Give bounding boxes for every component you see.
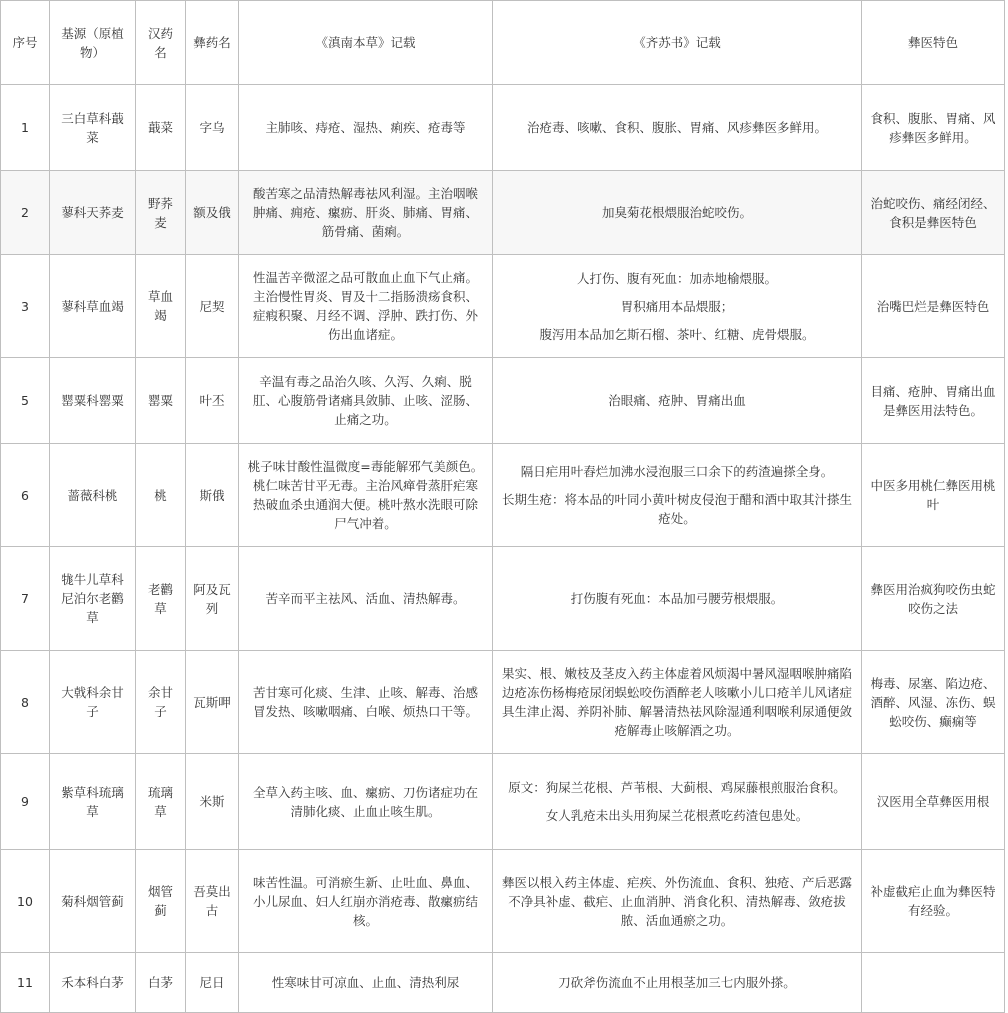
cell-han: 蕺菜 <box>136 85 186 171</box>
cell-han: 琉璃草 <box>136 754 186 850</box>
cell-no: 3 <box>1 255 50 358</box>
cell-han: 罂粟 <box>136 358 186 444</box>
table-row <box>1 85 1005 171</box>
cell-qisu <box>493 358 862 444</box>
cell-source: 菊科烟管蓟 <box>50 850 136 953</box>
cell-yi: 尼日 <box>186 953 239 1013</box>
qisu-paragraph: 隔日疟用叶舂烂加沸水浸泡服三口余下的药渣遍搽全身。 <box>520 464 834 479</box>
cell-qisu <box>493 171 862 255</box>
table-row <box>1 171 1005 255</box>
cell-source: 三白草科蕺菜 <box>50 85 136 171</box>
cell-feature: 汉医用全草彝医用根 <box>862 754 1005 850</box>
cell-diannan: 苦甘寒可化痰、生津、止咳、解毒、治感冒发热、咳嗽咽痛、白喉、烦热口干等。 <box>239 651 493 754</box>
qisu-paragraph: 胃积痛用本品煨服； <box>620 298 734 314</box>
qisu-paragraph: 治眼痛、疮肿、胃痛出血 <box>608 393 746 408</box>
cell-han: 草血竭 <box>136 255 186 358</box>
cell-diannan: 性温苦辛微涩之品可散血止血下气止痛。主治慢性胃炎、胃及十二指肠溃疡食积、症瘕积聚、月经不调、浮肿、跌打伤、外伤出血诸症。 <box>239 255 493 358</box>
cell-no: 6 <box>1 444 50 547</box>
table-row <box>1 850 1005 953</box>
cell-diannan: 性寒味甘可凉血、止血、清热利尿 <box>239 953 493 1013</box>
qisu-paragraph: 人打伤、腹有死血：加赤地榆煨服。 <box>576 270 777 286</box>
cell-diannan: 辛温有毒之品治久咳、久泻、久痢、脱肛、心腹筋骨诸痛具敛肺、止咳、涩肠、止痛之功。 <box>239 358 493 444</box>
table-row <box>1 358 1005 444</box>
qisu-paragraph: 刀砍斧伤流血不止用根茎加三七内服外搽。 <box>558 975 796 990</box>
cell-qisu <box>493 953 862 1013</box>
cell-feature: 目痛、疮肿、胃痛出血是彝医用法特色。 <box>862 358 1005 444</box>
table-row <box>1 754 1005 850</box>
cell-source: 禾本科白茅 <box>50 953 136 1013</box>
cell-no: 10 <box>1 850 50 953</box>
cell-diannan: 味苦性温。可消瘀生新、止吐血、鼻血、小儿尿血、妇人红崩亦消疮毒、散瘰疬结核。 <box>239 850 493 953</box>
table-row <box>1 651 1005 754</box>
qisu-paragraph: 治疮毒、咳嗽、食积、腹胀、胃痛、风疹彝医多鲜用。 <box>526 120 827 135</box>
header-cell-no: 序号 <box>1 1 50 85</box>
cell-source: 蓼科草血竭 <box>50 255 136 358</box>
header-cell-han: 汉药名 <box>136 1 186 85</box>
table-row <box>1 547 1005 651</box>
cell-yi: 字乌 <box>186 85 239 171</box>
cell-han: 野荞麦 <box>136 171 186 255</box>
cell-diannan: 苦辛而平主祛风、活血、清热解毒。 <box>239 547 493 651</box>
cell-source: 蔷薇科桃 <box>50 444 136 547</box>
cell-feature: 食积、腹胀、胃痛、风疹彝医多鲜用。 <box>862 85 1005 171</box>
cell-no: 2 <box>1 171 50 255</box>
header-row <box>1 1 1005 85</box>
cell-source: 大戟科余甘子 <box>50 651 136 754</box>
qisu-paragraph: 原文：狗屎兰花根、芦苇根、大蓟根、鸡屎藤根煎服治食积。 <box>508 780 846 795</box>
cell-diannan: 桃子味甘酸性温微度=毒能解邪气美颜色。桃仁味苦甘平无毒。主治风瘅骨蒸肝疟寒热破血杀虫通润大便。桃叶熬水洗眼可除尸气冲着。 <box>239 444 493 547</box>
header-cell-diannan: 《滇南本草》记载 <box>239 1 493 85</box>
cell-qisu <box>493 754 862 850</box>
cell-qisu <box>493 444 862 547</box>
table-row <box>1 444 1005 547</box>
cell-source: 牻牛儿草科尼泊尔老鹳草 <box>50 547 136 651</box>
cell-source: 紫草科琉璃草 <box>50 754 136 850</box>
cell-qisu <box>493 850 862 953</box>
header-cell-qisu: 《齐苏书》记载 <box>493 1 862 85</box>
cell-feature: 彝医用治疯狗咬伤虫蛇咬伤之法 <box>862 547 1005 651</box>
cell-feature: 中医多用桃仁彝医用桃叶 <box>862 444 1005 547</box>
cell-no: 8 <box>1 651 50 754</box>
cell-qisu <box>493 547 862 651</box>
cell-feature: 治蛇咬伤、痛经闭经、食积是彝医特色 <box>862 171 1005 255</box>
cell-yi: 叶丕 <box>186 358 239 444</box>
cell-qisu <box>493 651 862 754</box>
cell-han: 烟管蓟 <box>136 850 186 953</box>
cell-diannan: 主肺咳、痔疮、湿热、痢疾、疮毒等 <box>239 85 493 171</box>
cell-feature: 梅毒、尿塞、陷边疮、酒醉、风湿、冻伤、蜈蚣咬伤、癫痫等 <box>862 651 1005 754</box>
cell-qisu <box>493 255 862 358</box>
cell-feature: 治嘴巴烂是彝医特色 <box>862 255 1005 358</box>
cell-yi: 额及俄 <box>186 171 239 255</box>
qisu-paragraph: 长期生疮：将本品的叶同小黄叶树皮侵泡于醋和酒中取其汁搽生疮处。 <box>501 492 852 526</box>
qisu-paragraph: 彝医以根入药主体虚、疟疾、外伤流血、食积、独疮、产后恶露不净具补虚、截疟、止血消肿、消食化积、清热解毒、敛疮拔脓、活血通瘀之功。 <box>501 874 852 928</box>
qisu-paragraph: 加臭菊花根煨服治蛇咬伤。 <box>601 205 752 220</box>
header-cell-feature: 彝医特色 <box>862 1 1005 85</box>
cell-no: 7 <box>1 547 50 651</box>
header-cell-yi: 彝药名 <box>186 1 239 85</box>
cell-han: 桃 <box>136 444 186 547</box>
cell-yi: 尼契 <box>186 255 239 358</box>
cell-han: 白茅 <box>136 953 186 1013</box>
table-row <box>1 255 1005 358</box>
cell-source: 蓼科天荞麦 <box>50 171 136 255</box>
cell-qisu <box>493 85 862 171</box>
cell-yi: 阿及瓦列 <box>186 547 239 651</box>
cell-feature <box>862 953 1005 1013</box>
cell-han: 余甘子 <box>136 651 186 754</box>
cell-yi: 米斯 <box>186 754 239 850</box>
cell-no: 9 <box>1 754 50 850</box>
cell-diannan: 全草入药主咳、血、瘰疬、刀伤诸症功在清肺化痰、止血止咳生肌。 <box>239 754 493 850</box>
cell-yi: 吾莫出古 <box>186 850 239 953</box>
cell-source: 罂粟科罂粟 <box>50 358 136 444</box>
cell-no: 1 <box>1 85 50 171</box>
cell-yi: 斯俄 <box>186 444 239 547</box>
qisu-paragraph: 女人乳疮未出头用狗屎兰花根煮吃药渣包患处。 <box>545 808 809 823</box>
cell-yi: 瓦斯呷 <box>186 651 239 754</box>
header-cell-source: 基源（原植物） <box>50 1 136 85</box>
cell-diannan: 酸苦寒之品清热解毒祛风利湿。主治咽喉肿痛、痈疮、瘰疬、肝炎、肺痛、胃痛、筋骨痛、菌痢。 <box>239 171 493 255</box>
cell-no: 5 <box>1 358 50 444</box>
qisu-paragraph: 果实、根、嫩枝及茎皮入药主体虚着风烦渴中暑风湿咽喉肿痛陷边疮冻伤杨梅疮尿闭蜈蚣咬伤酒醉老人咳嗽小儿口疮羊儿风诸症具生津止渴、养阴补肺、解暑清热祛风除湿通利咽喉利尿通便敛疮解毒止咳解酒之功。 <box>501 666 852 738</box>
cell-feature: 补虚截疟止血为彝医特有经验。 <box>862 850 1005 953</box>
cell-han: 老鹳草 <box>136 547 186 651</box>
cell-no: 11 <box>1 953 50 1013</box>
qisu-paragraph: 腹泻用本品加乞斯石榴、茶叶、红糖、虎骨煨服。 <box>539 326 815 342</box>
table-row <box>1 953 1005 1013</box>
qisu-paragraph: 打伤腹有死血：本品加弓腰劳根煨服。 <box>570 591 784 606</box>
